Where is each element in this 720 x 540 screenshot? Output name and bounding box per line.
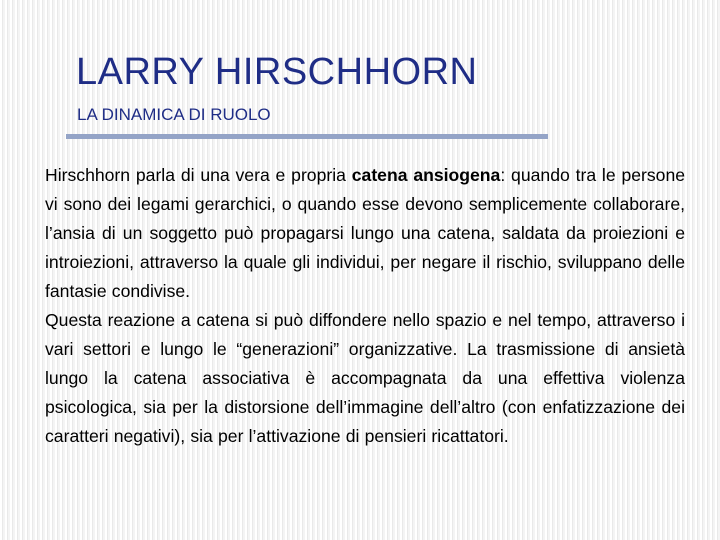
body-text-emphasis: catena ansiogena [351, 165, 501, 185]
slide-subtitle: LA DINAMICA DI RUOLO [77, 105, 271, 124]
body-text-part1: Hirschhorn parla di una vera e propria [45, 165, 352, 185]
slide-title: LARRY HIRSCHHORN [76, 51, 478, 93]
body-text-paragraph2: Questa reazione a catena si può diffondere nello spazio e nel tempo, attraverso i vari settori e lungo le “generazioni” organizzative. La trasmissione di ansietà lungo la catena associativa è accompagnata da una effettiva violenza psicologica, sia per la distorsione dell’immagine dell’altro (con enfatizzazione dei caratteri negativi), sia per l’attivazione di pensieri ricattatori. [45, 310, 685, 446]
title-divider [66, 134, 548, 139]
body-text [45, 161, 685, 451]
body-text-part2: : quando tra le persone vi sono dei legami gerarchici, o quando esse devono semplicemente collaborare, l’ansia di un soggetto può propagarsi lungo una catena, saldata da proiezioni e introiezioni, attraverso la quale gli individui, per negare il rischio, sviluppano delle fantasie condivise. [45, 165, 686, 301]
